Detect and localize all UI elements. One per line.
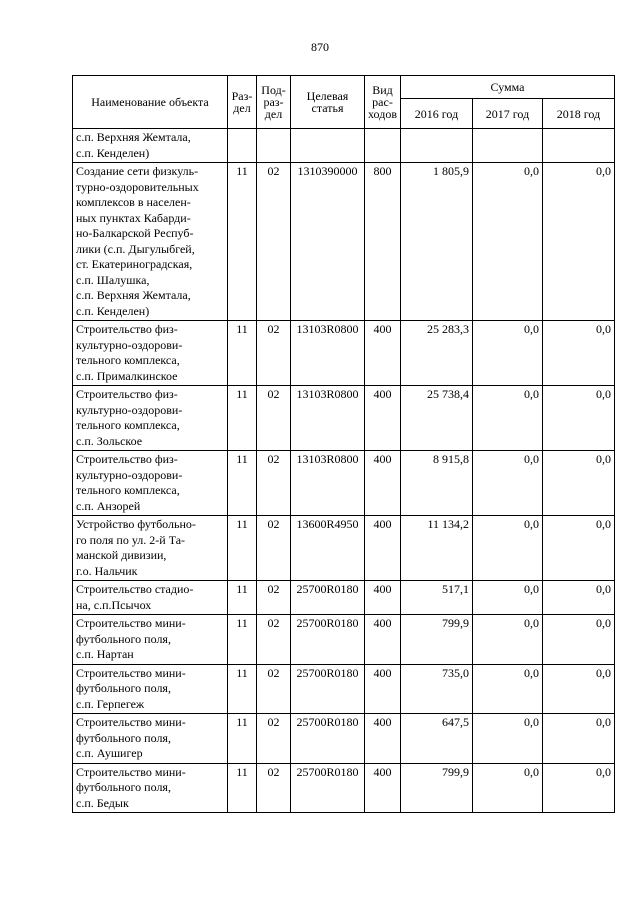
row-name: Строительство мини- футбольного поля, с.п. Аушигер (73, 714, 228, 764)
table-row (73, 386, 615, 451)
header-name-text: Наименование объекта (91, 95, 209, 109)
row-2017: 0,0 (473, 763, 543, 813)
row-article: 25700R0180 (291, 664, 365, 714)
row-vid: 400 (365, 451, 401, 516)
row-2016: 25 283,3 (401, 321, 473, 386)
header-podrazdel (257, 76, 291, 129)
row-2016: 799,9 (401, 763, 473, 813)
row-2017: 0,0 (473, 615, 543, 665)
row-2017: 0,0 (473, 451, 543, 516)
row-name: Строительство стадио- на, с.п.Псычох (73, 581, 228, 615)
row-2016: 799,9 (401, 615, 473, 665)
row-razdel: 11 (228, 321, 257, 386)
row-article: 25700R0180 (291, 581, 365, 615)
row-2018 (543, 129, 615, 163)
row-article: 13103R0800 (291, 386, 365, 451)
header-2016 (401, 99, 473, 129)
row-vid: 400 (365, 581, 401, 615)
table-row (73, 163, 615, 321)
row-razdel: 11 (228, 664, 257, 714)
row-2016: 735,0 (401, 664, 473, 714)
header-2018 (543, 99, 615, 129)
row-razdel (228, 129, 257, 163)
table-row (73, 664, 615, 714)
row-2018: 0,0 (543, 664, 615, 714)
row-vid: 400 (365, 516, 401, 581)
row-2016: 8 915,8 (401, 451, 473, 516)
row-vid: 400 (365, 321, 401, 386)
row-razdel: 11 (228, 581, 257, 615)
header-2017 (473, 99, 543, 129)
row-2018: 0,0 (543, 321, 615, 386)
header-razdel (228, 76, 257, 129)
table-row (73, 129, 615, 163)
row-2017: 0,0 (473, 714, 543, 764)
row-2017: 0,0 (473, 581, 543, 615)
row-podrazdel (257, 129, 291, 163)
row-2017: 0,0 (473, 386, 543, 451)
row-vid: 400 (365, 763, 401, 813)
row-razdel: 11 (228, 163, 257, 321)
row-2016: 517,1 (401, 581, 473, 615)
header-podrazdel-text: Под- раз- дел (261, 83, 286, 121)
row-razdel: 11 (228, 615, 257, 665)
header-vid-text: Вид рас- ходов (368, 83, 397, 121)
row-article: 25700R0180 (291, 763, 365, 813)
row-article: 1310390000 (291, 163, 365, 321)
row-vid (365, 129, 401, 163)
row-podrazdel: 02 (257, 386, 291, 451)
header-vid (365, 76, 401, 129)
row-vid: 800 (365, 163, 401, 321)
row-vid: 400 (365, 714, 401, 764)
table-row (73, 581, 615, 615)
row-razdel: 11 (228, 386, 257, 451)
row-2018: 0,0 (543, 386, 615, 451)
row-vid: 400 (365, 615, 401, 665)
row-article: 25700R0180 (291, 714, 365, 764)
row-name: Строительство мини- футбольного поля, с.п. Бедык (73, 763, 228, 813)
row-2018: 0,0 (543, 581, 615, 615)
row-razdel: 11 (228, 763, 257, 813)
row-podrazdel: 02 (257, 163, 291, 321)
row-name: Строительство физ- культурно-оздорови- тельного комплекса, с.п. Анзорей (73, 451, 228, 516)
row-article (291, 129, 365, 163)
row-razdel: 11 (228, 516, 257, 581)
row-podrazdel: 02 (257, 615, 291, 665)
header-2017-text: 2017 год (485, 106, 530, 121)
header-summa-text: Сумма (490, 80, 525, 94)
row-2017: 0,0 (473, 163, 543, 321)
row-2016: 1 805,9 (401, 163, 473, 321)
row-2018: 0,0 (543, 714, 615, 764)
row-2016 (401, 129, 473, 163)
row-2018: 0,0 (543, 163, 615, 321)
table-row (73, 714, 615, 764)
row-podrazdel: 02 (257, 581, 291, 615)
row-2018: 0,0 (543, 451, 615, 516)
table-row (73, 516, 615, 581)
header-razdel-text: Раз- дел (231, 89, 253, 115)
row-razdel: 11 (228, 451, 257, 516)
table-body (73, 129, 615, 813)
header-summa (401, 76, 615, 99)
header-name (73, 76, 228, 129)
table-row (73, 321, 615, 386)
row-2017 (473, 129, 543, 163)
row-2018: 0,0 (543, 763, 615, 813)
header-article (291, 76, 365, 129)
row-razdel: 11 (228, 714, 257, 764)
budget-table (72, 75, 615, 813)
row-article: 13103R0800 (291, 451, 365, 516)
row-name: Устройство футбольно- го поля по ул. 2-й Та- манской дивизии, г.о. Нальчик (73, 516, 228, 581)
row-name: Строительство физ- культурно-оздорови- тельного комплекса, с.п. Зольское (73, 386, 228, 451)
header-article-text: Целевая статья (306, 89, 349, 115)
row-name: Создание сети физкуль- турно-оздоровительных комплексов в населен- ных пунктах Кабарди- но-Балкарской Респуб- лики (с.п. Дыгулыбгей, ст. Екатериноградская, с.п. Шалушка, с.п. Верхняя Жемтала, с.п. Кенделен) (73, 163, 228, 321)
row-name: Строительство физ- культурно-оздорови- тельного комплекса, с.п. Прималкинское (73, 321, 228, 386)
table-row (73, 615, 615, 665)
page-number: 870 (311, 40, 329, 54)
row-name: Строительство мини- футбольного поля, с.п. Нартан (73, 615, 228, 665)
row-vid: 400 (365, 386, 401, 451)
row-name: с.п. Верхняя Жемтала, с.п. Кенделен) (73, 129, 228, 163)
row-2018: 0,0 (543, 615, 615, 665)
row-2016: 11 134,2 (401, 516, 473, 581)
header-2016-text: 2016 год (414, 106, 459, 121)
row-podrazdel: 02 (257, 321, 291, 386)
row-2017: 0,0 (473, 321, 543, 386)
row-podrazdel: 02 (257, 516, 291, 581)
header-2018-text: 2018 год (556, 106, 601, 121)
table-row (73, 451, 615, 516)
row-2017: 0,0 (473, 516, 543, 581)
row-2016: 25 738,4 (401, 386, 473, 451)
row-2018: 0,0 (543, 516, 615, 581)
row-article: 25700R0180 (291, 615, 365, 665)
row-article: 13600R4950 (291, 516, 365, 581)
row-podrazdel: 02 (257, 763, 291, 813)
row-name: Строительство мини- футбольного поля, с.п. Герпегеж (73, 664, 228, 714)
row-2017: 0,0 (473, 664, 543, 714)
row-podrazdel: 02 (257, 451, 291, 516)
row-vid: 400 (365, 664, 401, 714)
table-row (73, 763, 615, 813)
row-podrazdel: 02 (257, 714, 291, 764)
row-podrazdel: 02 (257, 664, 291, 714)
row-2016: 647,5 (401, 714, 473, 764)
row-article: 13103R0800 (291, 321, 365, 386)
